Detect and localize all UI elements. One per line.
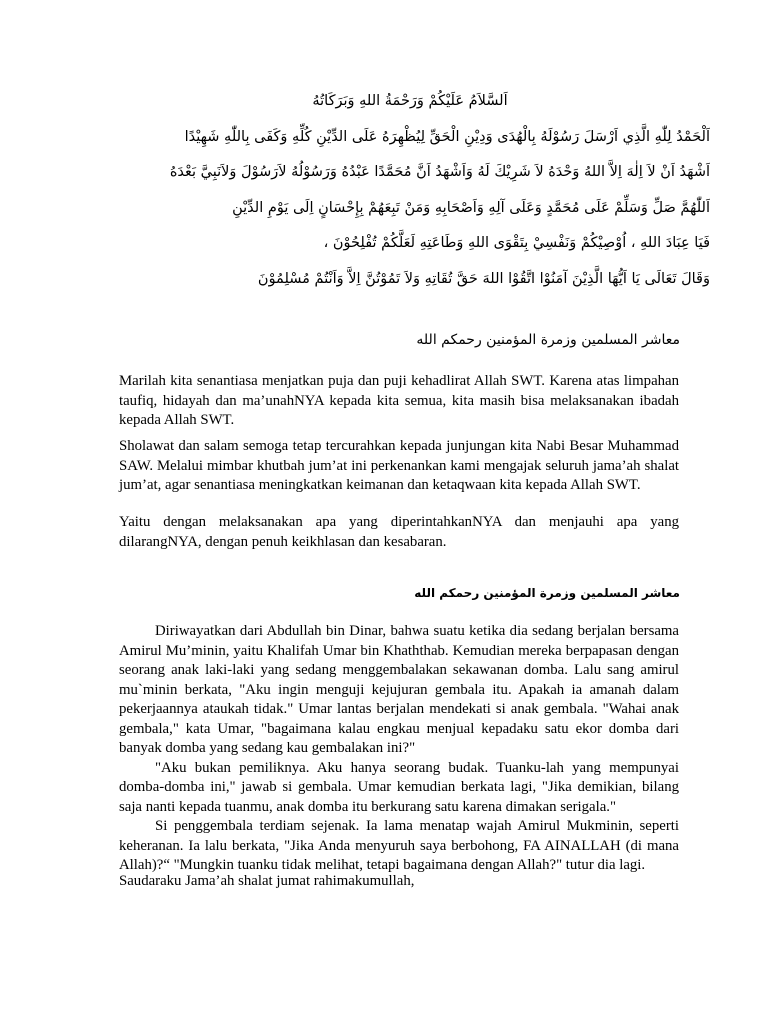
arabic-line: اَشْهَدُ اَنْ لاَ اِلٰهَ اِلاَّ اللهُ وَحْدَهُ لاَ شَرِيْكَ لَهُ وَاَشْهَدُ اَنَّ مُحَمَّدًا عَبْدُهُ وَرَسُوْلُهُ لاَرَسُوْلَ وَلاَنَبِيَّ بَعْدَهُ: [169, 164, 710, 180]
paragraph-sholawat: Sholawat dan salam semoga tetap tercurahkan kepada junjungan kita Nabi Besar Muhammad SAW. Melalui mimbar khutbah jum’at ini perkenankan kami mengajak seluruh jama’ah shalat jum’at, agar senantiasa meningkatkan keimanan dan ketaqwaan kita kepada Allah SWT.: [119, 438, 679, 493]
arabic-heading-2: معاشر المسلمين وزمرة المؤمنين رحمكم الله: [414, 586, 680, 600]
paragraph-praise: Marilah kita senantiasa menjatkan puja dan puji kehadlirat Allah SWT. Karena atas limpahan taufiq, hidayah dan ma’unahNYA kepada kita semua, kita masih bisa melaksanakan ibadah kepada Allah SWT.: [119, 373, 679, 428]
story-paragraph: "Aku bukan pemiliknya. Aku hanya seorang budak. Tuanku-lah yang mempunyai domba-domba ini," jawab si gembala. Umar kemudian berkata lagi, "Jika demikian, bilang saja nanti kepada tuanmu, anak domba itu berkurang satu karena dimakan serigala.": [119, 759, 679, 815]
arabic-heading-1: معاشر المسلمين وزمرة المؤمنين رحمكم الله: [416, 332, 680, 348]
arabic-salam: اَلسَّلاَمُ عَلَيْكُمْ وَرَحْمَةُ اللهِ وَبَرَكَاتُهُ: [312, 93, 508, 109]
story-block: [119, 622, 679, 876]
arabic-line: اَللّٰهُمَّ صَلِّ وَسَلِّمْ عَلَى مُحَمَّدٍ وَعَلَى آلِهِ وَاَصْحَابِهِ وَمَنْ تَبِعَهُمْ بِإِحْسَانٍ اِلَى يَوْمِ الدِّيْنِ: [232, 199, 710, 216]
closing-line: Saudaraku Jama’ah shalat jumat rahimakumullah,: [119, 873, 415, 889]
paragraph-yaitu: Yaitu dengan melaksanakan apa yang diperintahkanNYA dan menjauhi apa yang dilarangNYA, dengan penuh keikhlasan dan kesabaran.: [119, 514, 679, 550]
arabic-line: اَلْحَمْدُ لِلّٰهِ الَّذِي اَرْسَلَ رَسُوْلَهُ بِالْهُدَى وَدِيْنِ الْحَقِّ لِيُظْهِرَهُ عَلَى الدِّيْنِ كُلِّهِ وَكَفَى بِاللّٰهِ شَهِيْدًا: [184, 128, 710, 145]
arabic-line: وَقَالَ تَعَالَى يَا اَيُّهَا الَّذِيْنَ آمَنُوْا اتَّقُوْا اللهَ حَقَّ تُقَاتِهِ وَلاَ تَمُوْتُنَّ اِلاَّ وَاَنْتُمْ مُسْلِمُوْنَ: [257, 270, 710, 287]
story-paragraph: Diriwayatkan dari Abdullah bin Dinar, bahwa suatu ketika dia sedang berjalan bersama Amirul Mu’minin, yaitu Khalifah Umar bin Khaththab. Kemudian mereka berpapasan dengan seorang anak laki-laki yang sedang menggembalakan sekawanan domba. Lalu sang amirul mu`minin berkata, "Aku ingin menguji kejujuran gembala itu. Apakah ia amanah dalam pekerjaannya ataukah tidak." Umar lantas berjalan mendekati si anak gembala. "Wahai anak gembala," kata Umar, "bagaimana kalau engkau menjual kepadaku satu ekor domba dari banyak domba yang sedang kau gembalakan ini?": [119, 623, 679, 756]
arabic-opening: [110, 84, 710, 297]
arabic-line: فَيَا عِبَادَ اللهِ ، اُوْصِيْكُمْ وَنَفْسِيْ بِتَقْوَى اللهِ وَطَاعَتِهِ لَعَلَّكُمْ تُفْلِحُوْنَ ،: [323, 235, 710, 251]
story-paragraph: Si penggembala terdiam sejenak. Ia lama menatap wajah Amirul Mukminin, seperti keheranan. Ia lalu berkata, "Jika Anda menyuruh saya berbohong, FA AINALLAH (di mana Allah)?“ "Mungkin tuanku tidak melihat, tetapi bagaimana dengan Allah?" tutur dia lagi.: [119, 818, 679, 873]
